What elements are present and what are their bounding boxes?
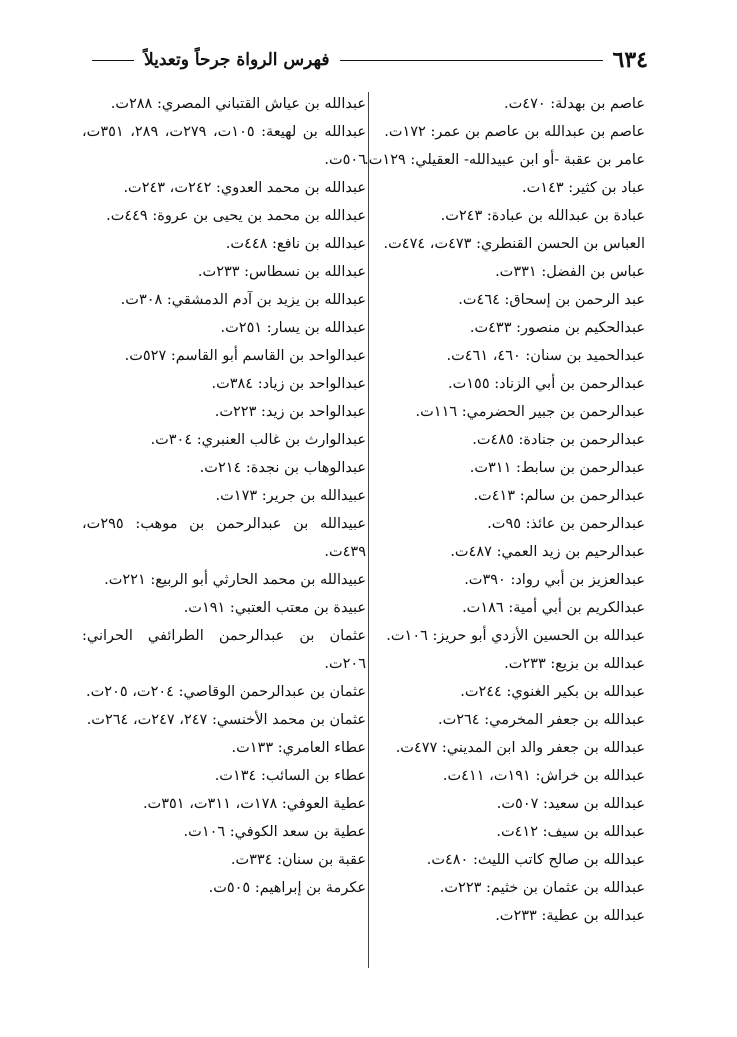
index-entry: عبدالله بن خراش: ١٩١ت، ٤١١ت. bbox=[442, 768, 645, 784]
index-entry: عبدالله بن نافع: ٤٤٨ت. bbox=[225, 236, 366, 252]
index-entry: عبدالله بن بكير الغنوي: ٢٤٤ت. bbox=[460, 684, 645, 700]
index-entry: عبدالله بن جعفر المخرمي: ٢٦٤ت. bbox=[437, 712, 645, 728]
index-entry: عبدالحكيم بن منصور: ٤٣٣ت. bbox=[469, 320, 645, 336]
index-entry: عبدالله بن محمد بن يحيى بن عروة: ٤٤٩ت. bbox=[106, 208, 366, 224]
index-entry: عاصم بن بهدلة: ٤٧٠ت. bbox=[504, 96, 645, 112]
index-entry: عبيدالله بن عبدالرحمن بن موهب: ٢٩٥ت، ٤٣٩ت. bbox=[82, 516, 366, 560]
index-entry: عبدالرحمن بن جنادة: ٤٨٥ت. bbox=[472, 432, 645, 448]
page-number: ٦٣٤ bbox=[612, 47, 648, 73]
page-header bbox=[82, 40, 648, 80]
index-entry: عثمان بن عبدالرحمن الطرائفي الحراني: ٢٠٦ت. bbox=[82, 628, 366, 672]
index-entry: عبد الرحمن بن إسحاق: ٤٦٤ت. bbox=[458, 292, 645, 308]
index-entry: عبدالله بن نسطاس: ٢٣٣ت. bbox=[197, 264, 366, 280]
index-entry: عبدالله بن بزيع: ٢٣٣ت. bbox=[504, 656, 645, 672]
index-entry: عبدالله بن الحسين الأزدي أبو حريز: ١٠٦ت. bbox=[386, 628, 645, 644]
index-entry: عطاء العامري: ١٣٣ت. bbox=[231, 740, 366, 756]
index-column-right bbox=[362, 90, 645, 930]
index-entry: عبدالله بن يزيد بن آدم الدمشقي: ٣٠٨ت. bbox=[120, 292, 366, 308]
index-entry: عبدالله بن عثمان بن خثيم: ٢٢٣ت. bbox=[439, 880, 645, 896]
index-entry: عبيدة بن معتب العتبي: ١٩١ت. bbox=[183, 600, 366, 616]
index-column-left bbox=[82, 90, 366, 902]
index-entry: عبدالرحيم بن زيد العمي: ٤٨٧ت. bbox=[450, 544, 645, 560]
index-entry: عبدالله بن يسار: ٢٥١ت. bbox=[220, 320, 366, 336]
index-entry: عبدالله بن عطية: ٢٣٣ت. bbox=[495, 908, 645, 924]
header-rule bbox=[340, 60, 603, 61]
index-entry: عثمان بن عبدالرحمن الوقاصي: ٢٠٤ت، ٢٠٥ت. bbox=[86, 684, 366, 700]
index-entry: عقبة بن سنان: ٣٣٤ت. bbox=[230, 852, 366, 868]
index-entry: عاصم بن عبدالله بن عاصم بن عمر: ١٧٢ت. bbox=[384, 124, 645, 140]
index-entry: عامر بن عقبة -أو ابن عبيدالله- العقيلي: ١٢٩ت. bbox=[364, 152, 645, 168]
index-entry: عبدالعزيز بن أبي رواد: ٣٩٠ت. bbox=[464, 572, 645, 588]
index-entry: عبدالواحد بن زيد: ٢٢٣ت. bbox=[214, 404, 366, 420]
index-entry: عبدالوارث بن غالب العنبري: ٣٠٤ت. bbox=[150, 432, 366, 448]
index-entry: عطية العوفي: ١٧٨ت، ٣١١ت، ٣٥١ت. bbox=[142, 796, 366, 812]
index-entry: عبدالله بن سيف: ٤١٢ت. bbox=[496, 824, 645, 840]
index-entry: عبيدالله بن جرير: ١٧٣ت. bbox=[215, 488, 366, 504]
index-entry: عطاء بن السائب: ١٣٤ت. bbox=[214, 768, 366, 784]
index-entry: عطية بن سعد الكوفي: ١٠٦ت. bbox=[183, 824, 366, 840]
index-entry: عبدالله بن سعيد: ٥٠٧ت. bbox=[496, 796, 645, 812]
index-entry: عبدالرحمن بن جبير الحضرمي: ١١٦ت. bbox=[415, 404, 645, 420]
index-entry: عبدالله بن جعفر والد ابن المديني: ٤٧٧ت. bbox=[395, 740, 645, 756]
index-entry: عبدالرحمن بن سالم: ٤١٣ت. bbox=[473, 488, 645, 504]
index-entry: عبدالواحد بن زياد: ٣٨٤ت. bbox=[211, 376, 366, 392]
column-divider bbox=[368, 92, 369, 968]
index-entry: عباد بن كثير: ١٤٣ت. bbox=[522, 180, 645, 196]
index-entry: عكرمة بن إبراهيم: ٥٠٥ت. bbox=[208, 880, 366, 896]
header-rule-end bbox=[92, 60, 134, 61]
page-title: فهرس الرواة جرحاً وتعديلاً bbox=[144, 50, 330, 70]
index-entry: عبدالرحمن بن عائذ: ٩٥ت. bbox=[487, 516, 645, 532]
index-entry: عبدالواحد بن القاسم أبو القاسم: ٥٢٧ت. bbox=[124, 348, 366, 364]
index-entry: عبدالكريم بن أبي أمية: ١٨٦ت. bbox=[462, 600, 645, 616]
index-entry: عبدالله بن عياش القتباني المصري: ٢٨٨ت. bbox=[110, 96, 366, 112]
index-entry: عبدالله بن محمد العدوي: ٢٤٢ت، ٢٤٣ت. bbox=[123, 180, 366, 196]
index-entry: عبادة بن عبدالله بن عبادة: ٢٤٣ت. bbox=[440, 208, 645, 224]
index-entry: عبدالله بن لهيعة: ١٠٥ت، ٢٧٩ت، ٢٨٩، ٣٥١ت، ٥٠٦ت. bbox=[82, 124, 366, 168]
index-entry: عبيدالله بن محمد الحارثي أبو الربيع: ٢٢١ت. bbox=[104, 572, 366, 588]
index-entry: عبدالرحمن بن أبي الزناد: ١٥٥ت. bbox=[447, 376, 645, 392]
index-entry: عبدالحميد بن سنان: ٤٦٠، ٤٦١ت. bbox=[446, 348, 645, 364]
index-entry: عبدالرحمن بن سابط: ٣١١ت. bbox=[469, 460, 645, 476]
index-entry: عباس بن الفضل: ٣٣١ت. bbox=[495, 264, 645, 280]
index-entry: عبدالله بن صالح كاتب الليث: ٤٨٠ت. bbox=[426, 852, 645, 868]
index-entry: العباس بن الحسن القنطري: ٤٧٣ت، ٤٧٤ت. bbox=[383, 236, 645, 252]
index-entry: عبدالوهاب بن نجدة: ٢١٤ت. bbox=[199, 460, 366, 476]
index-entry: عثمان بن محمد الأخنسي: ٢٤٧، ٢٤٧ت، ٢٦٤ت. bbox=[86, 712, 366, 728]
